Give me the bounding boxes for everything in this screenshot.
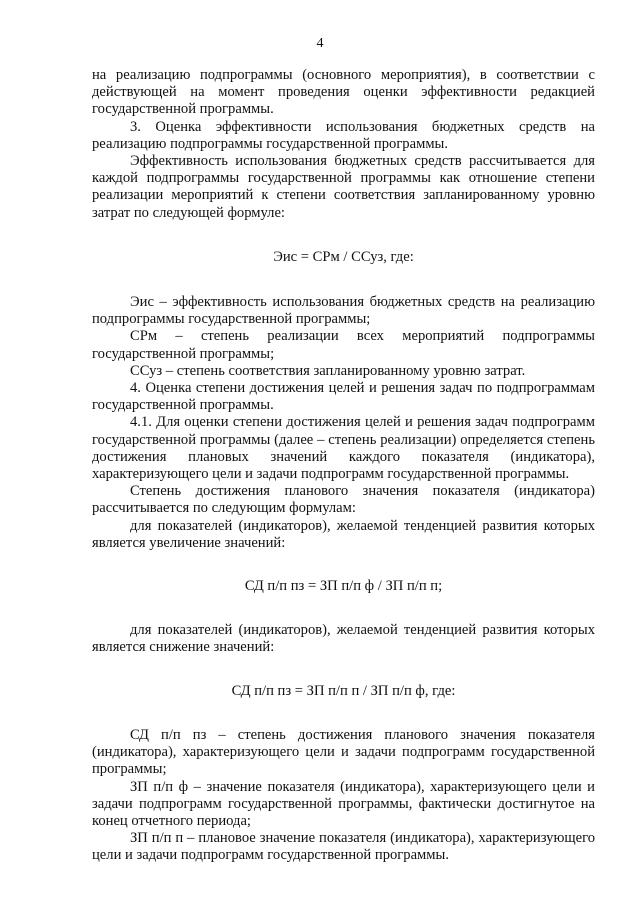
paragraph-decrease-case: для показателей (индикаторов), желаемой тенденцией развития которых является снижение значений: (92, 622, 595, 656)
paragraph-section-3: 3. Оценка эффективности использования бюджетных средств на реализацию подпрограммы государственной программы. (92, 118, 595, 152)
paragraph-continuation: на реализацию подпрограммы (основного мероприятия), в соответствии с действующей на момент проведения оценки эффективности редакцией государственной программы. (92, 67, 595, 118)
paragraph-section-4: 4. Оценка степени достижения целей и решения задач по подпрограммам государственной программы. (92, 380, 595, 414)
paragraph-section-4-1: 4.1. Для оценки степени достижения целей и решения задач подпрограмм государственной программы (далее – степень реализации) определяется степень достижения плановых значений каждого показателя (индикатора), характеризующего цели и задачи подпрограмм государственной программы. (92, 414, 595, 483)
definition-zp-fact: ЗП п/п ф – значение показателя (индикатора), характеризующего цели и задачи подпрограмм государственной программы, фактически достигнутое на конец отчетного периода; (92, 778, 595, 829)
paragraph-formulas-intro: Степень достижения планового значения показателя (индикатора) рассчитывается по следующим формулам: (92, 483, 595, 517)
definition-zp-plan: ЗП п/п п – плановое значение показателя (индикатора), характеризующего цели и задачи подпрограмм государственной программы. (92, 830, 595, 864)
formula-efficiency: Эис = СРм / ССуз, где: (273, 248, 414, 265)
paragraph-increase-case: для показателей (индикаторов), желаемой тенденцией развития которых является увеличение значений: (92, 517, 595, 551)
page-number: 4 (316, 36, 324, 51)
formula-increase: СД п/п пз = ЗП п/п ф / ЗП п/п п; (244, 578, 443, 595)
definition-eis: Эис – эффективность использования бюджетных средств на реализацию подпрограммы государственной программы; (92, 294, 595, 328)
formula-decrease: СД п/п пз = ЗП п/п п / ЗП п/п ф, где: (231, 682, 456, 699)
definition-ssuz: ССуз – степень соответствия запланированному уровню затрат. (130, 362, 526, 379)
paragraph-efficiency-definition: Эффективность использования бюджетных средств рассчитывается для каждой подпрограммы государственной программы как отношение степени реализации мероприятий к степени соответствия запланированному уровню затрат по следующей формуле: (92, 153, 595, 221)
definition-sd: СД п/п пз – степень достижения планового значения показателя (индикатора), характеризующего цели и задачи подпрограмм государственной программы; (92, 726, 595, 778)
document-body (92, 67, 595, 865)
definition-srm: СРм – степень реализации всех мероприятий подпрограммы государственной программы; (92, 328, 595, 362)
